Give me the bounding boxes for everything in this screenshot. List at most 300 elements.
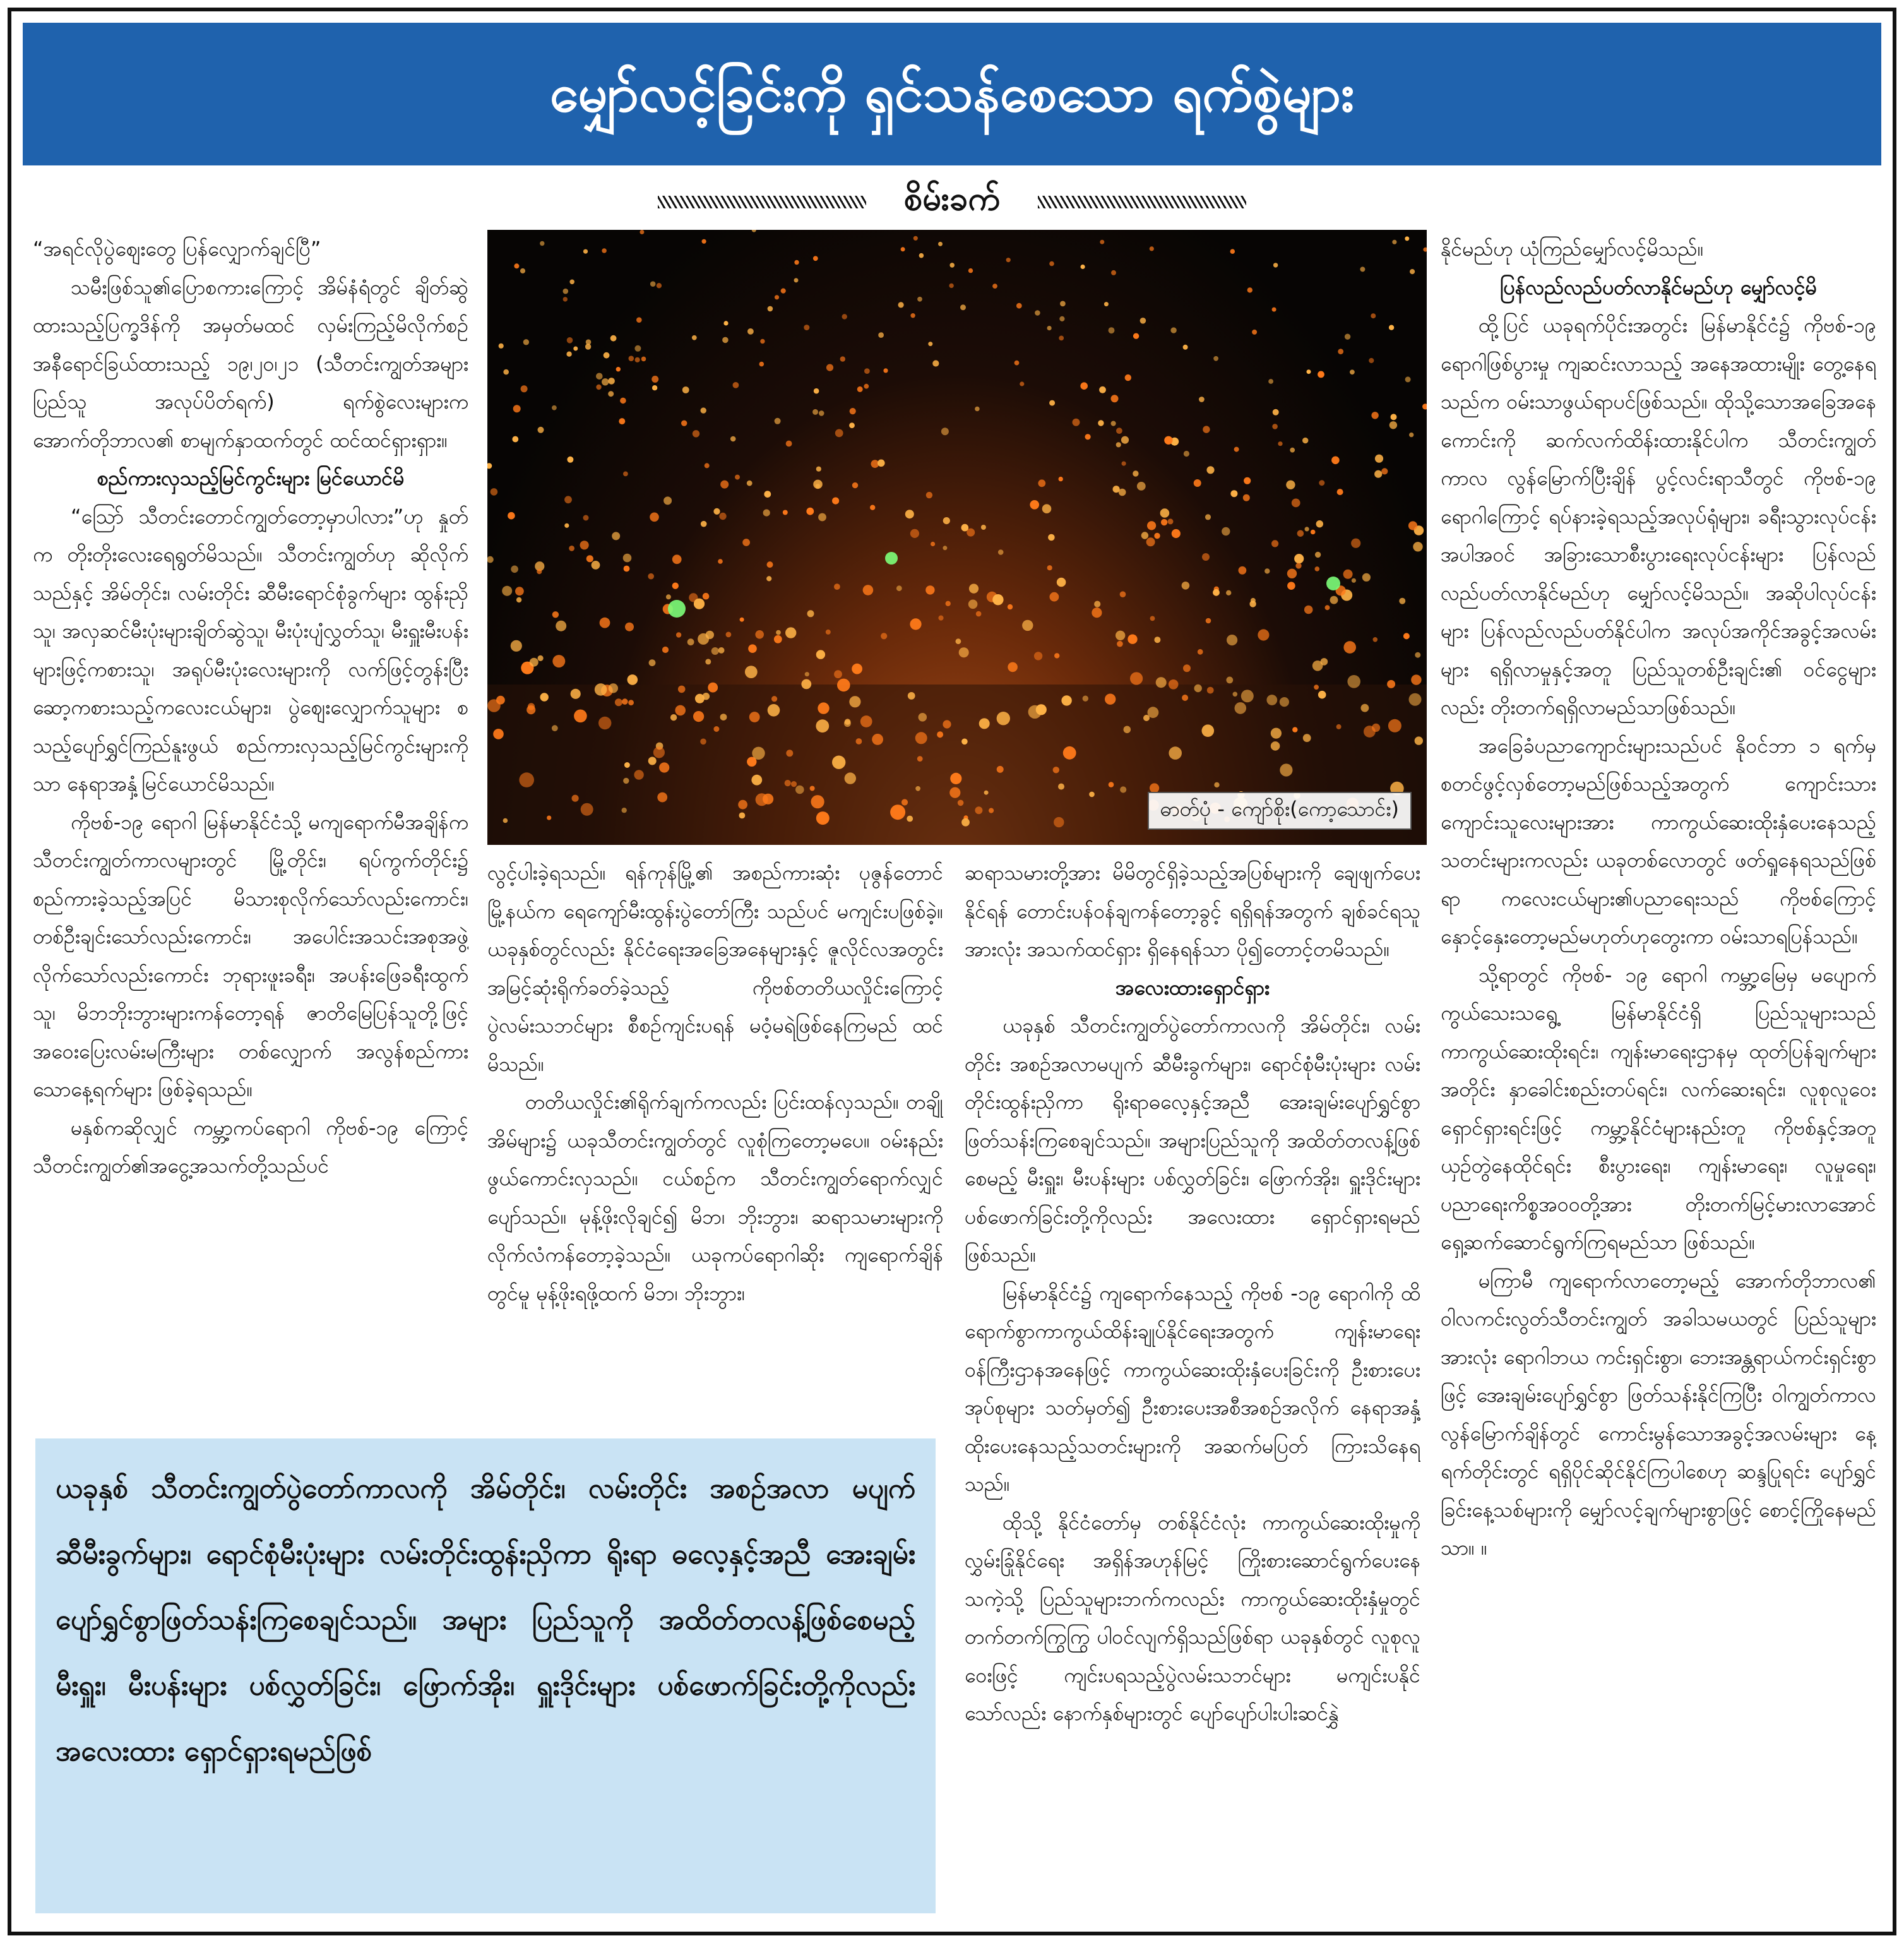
lantern <box>624 762 630 768</box>
lantern <box>700 739 706 745</box>
lantern <box>1119 489 1126 496</box>
lantern <box>1243 494 1250 501</box>
lantern <box>917 756 923 762</box>
column-4 <box>1441 230 1876 1915</box>
lantern <box>913 236 918 241</box>
lantern <box>852 482 858 488</box>
lantern <box>652 376 658 383</box>
lantern <box>564 496 572 503</box>
lantern <box>608 391 614 397</box>
lantern <box>998 549 1004 555</box>
lantern <box>1392 240 1396 244</box>
lantern <box>1207 687 1214 694</box>
lantern <box>1318 691 1326 699</box>
lantern <box>956 638 961 644</box>
lantern <box>938 242 943 246</box>
lantern <box>849 422 855 428</box>
lantern <box>598 717 611 729</box>
lantern <box>567 337 573 344</box>
lantern <box>1020 381 1024 386</box>
lantern <box>890 804 905 820</box>
lantern <box>1116 427 1122 434</box>
lantern <box>1387 680 1395 688</box>
lantern <box>1154 533 1160 539</box>
paragraph: တတိယလှိုင်း၏ရိုက်ချက်ကလည်း ပြင်းထန်လှသည်။ တချို့အိမ်များ၌ ယခုသီတင်းကျွတ်တွင် လူစုံကြတော့မပေ။ ဝမ်းနည်းဖွယ်ကောင်းလှသည်။ ငယ်စဉ်က သီတင်းကျွတ်ရောက်လျှင် ပျော်သည်။ မုန့်ဖိုးလိုချင်၍ မိဘ၊ ဘိုးဘွား၊ ဆရာသမားများကို လိုက်လံကန်တော့ခဲ့သည်။ ယခုကပ်ရောဂါဆိုး ကျရောက်ချိန်တွင်မူ မုန့်ဖိုးရဖို့ထက် မိဘ၊ ဘိုးဘွား၊ <box>487 1090 943 1305</box>
lantern <box>701 407 706 413</box>
byline-rule-left <box>658 196 866 208</box>
lantern <box>693 711 704 722</box>
lantern <box>624 566 630 572</box>
lantern <box>1364 726 1376 738</box>
lantern <box>1047 565 1052 570</box>
lantern <box>931 542 935 546</box>
lantern <box>989 808 994 813</box>
lantern <box>641 357 646 362</box>
lantern <box>1016 303 1022 309</box>
lantern <box>615 698 622 706</box>
paragraph: ထို့ပြင် ယခုရက်ပိုင်းအတွင်း မြန်မာနိုင်ငံ၌ ကိုဗစ်-၁၉ ရောဂါဖြစ်ပွားမှု ကျဆင်းလာသည့် အနေအထားမျိုး တွေ့နေရသည်က ဝမ်းသာဖွယ်ရာပင်ဖြစ်သည်။ ထိုသို့သောအခြေအနေကောင်းကို ဆက်လက်ထိန်းထားနိုင်ပါက သီတင်းကျွတ်ကာလ လွန်မြောက်ပြီးချိန် ပွင့်လင်းရာသီတွင် ကိုဗစ်-၁၉ ရောဂါကြောင့် ရပ်နားခဲ့ရသည့်အလုပ်ရုံများ၊ ခရီးသွားလုပ်ငန်းအပါအဝင် အခြားသောစီးပွားရေးလုပ်ငန်းများ ပြန်လည်လည်ပတ်လာနိုင်မည်ဟု မျှော်လင့်မိသည်။ အဆိုပါလုပ်ငန်းများ ပြန်လည်လည်ပတ်နိုင်ပါက အလုပ်အကိုင်အခွင့်အလမ်းများ ရရှိလာမှုနှင့်အတူ ပြည်သူတစ်ဦးချင်း၏ ဝင်ငွေများလည်း တိုးတက်ရရှိလာမည်သာဖြစ်သည်။ <box>1441 313 1876 719</box>
lantern <box>1099 386 1106 393</box>
lantern <box>574 710 587 723</box>
lantern <box>678 686 686 693</box>
lantern <box>759 362 765 367</box>
lantern <box>1083 696 1088 702</box>
lantern <box>1034 652 1042 660</box>
lantern <box>1389 325 1394 330</box>
lantern <box>1116 631 1125 640</box>
lantern <box>623 472 628 477</box>
lantern <box>860 715 872 727</box>
lantern <box>586 555 593 562</box>
lantern <box>968 268 973 273</box>
lantern <box>649 659 656 666</box>
lantern <box>872 734 883 745</box>
lantern <box>834 583 840 590</box>
lantern <box>1311 530 1316 535</box>
lantern <box>1169 746 1182 760</box>
lantern <box>569 546 574 551</box>
lantern <box>635 357 640 362</box>
lantern <box>756 793 768 806</box>
lantern <box>1059 316 1064 321</box>
lantern <box>1100 240 1104 244</box>
lantern <box>491 488 498 496</box>
lantern <box>567 457 573 463</box>
lantern <box>1304 606 1313 614</box>
lantern <box>619 418 625 424</box>
lantern <box>662 647 669 653</box>
lantern <box>997 712 1010 725</box>
lantern <box>785 780 791 786</box>
lantern <box>1006 258 1011 262</box>
lantern <box>571 689 581 699</box>
lantern <box>600 618 610 628</box>
lantern <box>515 587 524 595</box>
lantern <box>612 532 620 540</box>
lantern <box>781 289 786 294</box>
lantern <box>1233 692 1238 697</box>
lantern <box>670 714 677 720</box>
lantern <box>726 632 732 638</box>
lantern <box>687 638 694 645</box>
lantern <box>1312 661 1323 671</box>
lantern <box>919 713 927 722</box>
lantern <box>1094 601 1100 607</box>
paragraph: ထိုသို့ နိုင်ငံတော်မှ တစ်နိုင်ငံလုံး ကာကွယ်ဆေးထိုးမှုကို လွှမ်းခြုံနိုင်ရေး အရှိန်အဟုန်မြင့် ကြိုးစားဆောင်ရွက်ပေးနေသကဲ့သို့ ပြည်သူများဘက်ကလည်း ကာကွယ်ဆေးထိုးနှံမှုတွင် တက်တက်ကြွကြွ ပါဝင်လျက်ရှိသည်ဖြစ်ရာ ယခုနှစ်တွင် လူစုလူဝေးဖြင့် ကျင်းပရသည့်ပွဲလမ်းသဘင်များ မကျင်းပနိုင်သော်လည်း နောက်နှစ်များတွင် ပျော်ပျော်ပါးပါးဆင်နွှဲ <box>965 1510 1420 1725</box>
lantern <box>1350 369 1355 374</box>
lantern <box>650 281 656 287</box>
paragraph: မကြာမီ ကျရောက်လာတော့မည့် အောက်တိုဘာလ၏ ဝါလကင်းလွတ်သီတင်းကျွတ် အခါသမယတွင် ပြည်သူများအားလုံး ရောဂါဘယ ကင်းရှင်းစွာ၊ ဘေးအန္တရာယ်ကင်းရှင်းစွာဖြင့် အေးချမ်းပျော်ရွှင်စွာ ဖြတ်သန်းနိုင်ကြပြီး ဝါကျွတ်ကာလလွန်မြောက်ချိန်တွင် ကောင်းမွန်သောအခွင့်အလမ်းများ နေ့ရက်တိုင်းတွင် ရရှိပိုင်ဆိုင်နိုင်ကြပါစေဟု ဆန္ဒပြုရင်း ပျော်ရွှင်ခြင်းနေ့သစ်များကို မျှော်လင့်ချက်များစွာဖြင့် စောင့်ကြိုနေမည်သာ။ ။ <box>1441 1268 1876 1560</box>
lantern <box>768 704 780 717</box>
lantern <box>1140 318 1146 324</box>
lantern <box>634 345 641 352</box>
lantern <box>540 693 549 701</box>
lantern <box>1080 382 1088 390</box>
lantern <box>1206 618 1211 624</box>
lantern <box>818 513 826 522</box>
lantern <box>596 373 603 380</box>
lantern <box>1235 702 1247 714</box>
lantern <box>1352 578 1356 583</box>
lantern <box>1161 519 1167 525</box>
lantern <box>1295 563 1301 568</box>
lantern <box>718 647 725 654</box>
lantern <box>898 302 904 308</box>
lantern <box>706 631 714 639</box>
lantern <box>1374 470 1382 478</box>
lantern <box>845 772 856 784</box>
lantern <box>1060 301 1066 307</box>
lantern <box>813 480 823 489</box>
lantern <box>1271 728 1282 739</box>
lantern <box>1325 605 1330 610</box>
lantern <box>775 295 779 299</box>
lantern <box>566 352 571 357</box>
lantern <box>1160 508 1170 518</box>
lantern <box>938 616 943 621</box>
lantern <box>608 378 615 385</box>
lantern <box>1214 782 1219 787</box>
column-3 <box>965 854 1420 1915</box>
lantern <box>1343 570 1353 579</box>
lantern <box>640 230 644 234</box>
lantern <box>1292 499 1300 508</box>
lantern <box>723 321 728 325</box>
lantern <box>747 328 754 335</box>
lantern <box>1343 641 1356 654</box>
lantern <box>595 683 607 696</box>
lantern <box>804 325 809 330</box>
lantern <box>628 674 638 685</box>
lantern <box>1203 426 1210 433</box>
lantern <box>819 410 824 416</box>
lantern <box>1408 521 1417 530</box>
lantern <box>834 670 842 678</box>
lantern <box>564 523 569 528</box>
lantern <box>573 347 578 351</box>
lantern <box>514 263 519 268</box>
lantern <box>1244 477 1251 484</box>
lantern <box>1410 269 1415 274</box>
lantern <box>816 467 821 472</box>
lantern <box>1150 246 1154 251</box>
lantern <box>503 369 509 375</box>
lantern <box>1098 420 1104 426</box>
lantern <box>1169 679 1179 690</box>
lantern <box>616 367 621 371</box>
lantern <box>1371 313 1376 318</box>
green-lantern <box>668 600 686 618</box>
lantern <box>915 732 927 744</box>
lantern <box>943 517 950 524</box>
lantern <box>499 344 504 349</box>
lantern <box>1222 527 1230 535</box>
lantern <box>1038 479 1045 487</box>
lantern <box>881 633 887 639</box>
lantern <box>487 556 494 563</box>
lantern <box>1389 421 1397 429</box>
lantern <box>596 385 601 390</box>
lantern <box>794 278 799 282</box>
lantern <box>1336 724 1342 729</box>
lantern <box>563 297 568 301</box>
lantern <box>844 720 851 727</box>
lantern <box>878 460 885 467</box>
lantern <box>1049 261 1054 266</box>
lantern <box>703 593 710 600</box>
paragraph: ဆရာသမားတို့အား မိမိတွင်ရှိခဲ့သည့်အပြစ်များကို ချေဖျက်ပေးနိုင်ရန် တောင်းပန်ဝန်ချကန်တော့ခွင့် ရရှိရန်အတွက် ချစ်ခင်ရသူအားလုံး အသက်ထင်ရှား ရှိနေရန်သာ ပို၍တောင့်တမိသည်။ <box>965 861 1420 961</box>
lantern <box>1057 578 1066 587</box>
lantern-sky <box>487 230 1427 845</box>
lantern <box>625 623 634 631</box>
lantern <box>786 441 792 447</box>
lantern <box>1168 518 1174 524</box>
lantern <box>1297 530 1304 537</box>
lantern <box>1409 693 1422 706</box>
lantern <box>1292 727 1297 732</box>
lantern <box>1049 400 1055 406</box>
lantern <box>747 481 753 486</box>
lantern <box>718 559 723 564</box>
lantern <box>764 491 771 498</box>
lantern <box>512 436 518 443</box>
lantern <box>1305 527 1309 531</box>
lantern <box>738 800 747 810</box>
lantern <box>1314 685 1319 690</box>
lantern <box>1164 436 1172 445</box>
lantern <box>739 813 746 819</box>
lantern <box>979 718 990 729</box>
lantern <box>1415 652 1420 658</box>
lantern <box>620 398 626 404</box>
lantern <box>785 627 796 638</box>
lantern <box>917 297 922 302</box>
lantern <box>650 513 659 522</box>
lantern <box>1092 607 1102 618</box>
lantern <box>648 757 657 765</box>
lantern <box>537 569 542 574</box>
lantern <box>1280 763 1292 776</box>
lantern <box>766 576 771 581</box>
lantern <box>968 600 978 609</box>
lantern <box>928 342 932 346</box>
paragraph: မြန်မာနိုင်ငံ၌ ကျရောက်နေသည့် ကိုဗစ် -၁၉ ရောဂါကို ထိရောက်စွာကာကွယ်ထိန်းချုပ်နိုင်ရေးအတွက် ကျန်းမာရေးဝန်ကြီးဌာနအနေဖြင့် ကာကွယ်ဆေးထိုးနှံပေးခြင်းကို ဦးစားပေးအုပ်စုများ သတ်မှတ်၍ ဦးစားပေးအစီအစဉ်အလိုက် နေရာအနှံ့ ထိုးပေးနေသည့်သတင်းများကို အဆက်မပြတ် ကြားသိနေရသည်။ <box>965 1281 1420 1496</box>
lantern <box>1128 635 1137 644</box>
lantern <box>932 360 939 366</box>
lantern <box>713 726 719 732</box>
lantern <box>961 739 968 745</box>
paragraph: ကိုဗစ်-၁၉ ရောဂါ မြန်မာနိုင်ငံသို့ မကျရောက်မီအချိန်က သီတင်းကျွတ်ကာလများတွင် မြို့တိုင်း၊ ရပ်ကွက်တိုင်း၌ စည်ကားခဲ့သည့်အပြင် မိသားစုလိုက်သော်လည်းကောင်း၊ တစ်ဦးချင်းသော်လည်းကောင်း၊ အပေါင်းအသင်းအစုအဖွဲ့လိုက်သော်လည်းကောင်း ဘုရားဖူးခရီး၊ အပန်းဖြေခရီးထွက်သူ၊ မိဘဘိုးဘွားများကန်တော့ရန် ဇာတိမြေပြန်သူတို့ဖြင့် အဝေးပြေးလမ်းမကြီးများ တစ်လျှောက် အလွန်စည်ကားသောနေ့ရက်များ ဖြစ်ခဲ့ရသည်။ <box>33 810 468 1101</box>
lantern <box>586 339 592 345</box>
lantern <box>730 436 736 442</box>
lantern <box>1109 782 1114 787</box>
pull-quote <box>35 1438 936 1913</box>
lantern <box>708 683 718 693</box>
lantern <box>760 339 765 344</box>
lantern <box>997 766 1004 773</box>
lantern <box>805 672 809 676</box>
lantern <box>1369 358 1374 363</box>
lantern <box>511 640 522 652</box>
lantern <box>949 263 955 268</box>
lantern <box>812 409 818 415</box>
lantern <box>648 573 654 580</box>
lantern <box>629 356 634 361</box>
lantern <box>925 585 934 594</box>
lantern <box>1120 591 1126 597</box>
lantern <box>735 475 740 480</box>
lantern <box>1319 480 1324 486</box>
lantern <box>519 772 534 787</box>
lantern <box>870 505 875 510</box>
author-name: စိမ်းခက် <box>903 180 1001 218</box>
lantern <box>720 714 727 720</box>
lantern <box>1022 620 1033 631</box>
lantern <box>981 525 986 530</box>
lantern <box>783 510 788 515</box>
lantern <box>959 647 969 657</box>
lantern <box>969 584 979 594</box>
lantern <box>563 289 569 294</box>
lantern <box>552 611 559 618</box>
lantern <box>569 280 574 285</box>
lantern <box>1050 592 1059 602</box>
lantern <box>1109 327 1115 333</box>
lantern <box>592 561 600 570</box>
lantern <box>547 816 551 820</box>
lantern <box>1273 263 1278 267</box>
lantern <box>1415 736 1423 744</box>
lantern <box>653 746 665 758</box>
lantern <box>1315 552 1321 558</box>
lantern <box>1054 653 1059 658</box>
lantern <box>1047 326 1052 330</box>
paragraph: “ဩော် သီတင်းတောင်ကျွတ်တော့မှာပါလား”ဟု နှုတ်က တိုးတိုးလေးရေရွတ်မိသည်။ သီတင်းကျွတ်ဟု ဆိုလိုက်သည်နှင့် အိမ်တိုင်း၊ လမ်းတိုင်း ဆီမီးရောင်စုံခွက်များ ထွန်းညှိသူ၊ အလှဆင်မီးပုံးများချိတ်ဆွဲသူ၊ မီးပုံးပျံလွှတ်သူ၊ မီးရှူးမီးပန်းများဖြင့်ကစားသူ၊ အရုပ်မီးပုံးလေးများကို လက်ဖြင့်တွန်းပြီး ဆော့ကစားသည့်ကလေးငယ်များ၊ ပွဲဈေးလျှောက်သူများ စသည့်ပျော်ရွှင်ကြည်နူးဖွယ် စည်ကားလှသည့်မြင်ကွင်းများကိုသာ နေရာအနှံ့မြင်ယောင်မိသည်။ <box>33 504 468 796</box>
lantern <box>976 611 982 617</box>
lantern <box>1120 786 1126 792</box>
lantern <box>1422 404 1427 409</box>
lantern <box>1124 726 1131 734</box>
lantern <box>1303 734 1311 742</box>
lantern <box>958 800 964 806</box>
lantern <box>776 630 781 635</box>
green-lantern <box>1326 577 1340 590</box>
paragraph: “အရင်လိုပွဲဈေးတွေ ပြန်လျှောက်ချင်ပြီ” <box>33 237 321 261</box>
lantern <box>1133 333 1139 339</box>
lantern <box>1130 672 1143 685</box>
lantern <box>975 806 982 814</box>
lantern <box>1213 589 1220 596</box>
lantern <box>1226 590 1231 595</box>
lantern <box>1036 704 1047 715</box>
lantern <box>503 818 508 823</box>
lantern <box>1111 395 1119 402</box>
lantern <box>806 508 814 515</box>
lantern <box>742 539 750 546</box>
lantern <box>908 692 915 700</box>
lantern <box>775 418 781 424</box>
lantern <box>896 585 902 591</box>
lantern <box>1143 715 1150 721</box>
lantern <box>1008 662 1018 673</box>
lantern <box>1375 455 1383 463</box>
lantern <box>926 492 932 498</box>
lantern <box>1403 633 1410 639</box>
lantern <box>840 356 845 361</box>
lantern <box>807 610 814 617</box>
lantern <box>552 405 557 410</box>
lantern <box>1239 566 1247 575</box>
lantern <box>513 405 521 412</box>
lantern <box>752 230 756 232</box>
lantern <box>975 407 980 412</box>
lantern <box>1273 409 1279 416</box>
lantern <box>1302 438 1308 443</box>
lantern <box>910 618 921 630</box>
lantern <box>583 249 588 254</box>
lantern <box>1184 451 1189 457</box>
lantern <box>693 430 699 437</box>
lantern <box>1048 534 1055 541</box>
lantern <box>508 512 515 520</box>
lantern <box>530 658 538 667</box>
lantern <box>622 808 627 813</box>
lantern <box>1405 376 1411 382</box>
lantern <box>1405 236 1409 241</box>
lantern <box>811 795 824 808</box>
lantern <box>1105 694 1116 705</box>
lantern <box>1122 462 1126 466</box>
lantern <box>552 725 558 731</box>
lantern <box>814 388 819 394</box>
lantern <box>857 386 863 392</box>
lantern <box>1362 573 1371 582</box>
lantern <box>1373 637 1378 642</box>
lantern <box>1035 310 1040 316</box>
lantern <box>901 799 908 805</box>
lantern <box>657 283 662 288</box>
lantern <box>1058 784 1064 790</box>
lantern <box>502 586 512 596</box>
paragraph: သမီးဖြစ်သူ၏ပြောစကားကြောင့် အိမ်နံရံတွင် ချိတ်ဆွဲထားသည့်ပြက္ခဒိန်ကို အမှတ်မထင် လှမ်းကြည့်မိလိုက်စဉ် အနီရောင်ခြယ်ထားသည့် ၁၉၊၂၀၊၂၁ (သီတင်းကျွတ်အများပြည်သူ အလုပ်ပိတ်ရက်) ရက်စွဲလေးများက အောက်တိုဘာလ၏ စာမျက်နှာထက်တွင် ထင်ထင်ရှားရှား။ <box>33 275 468 452</box>
lantern <box>538 655 544 661</box>
lantern <box>992 594 1003 605</box>
lantern <box>1227 635 1237 645</box>
lantern <box>1194 685 1202 692</box>
lantern <box>496 696 505 705</box>
lantern <box>1286 481 1295 489</box>
lantern <box>711 647 719 655</box>
